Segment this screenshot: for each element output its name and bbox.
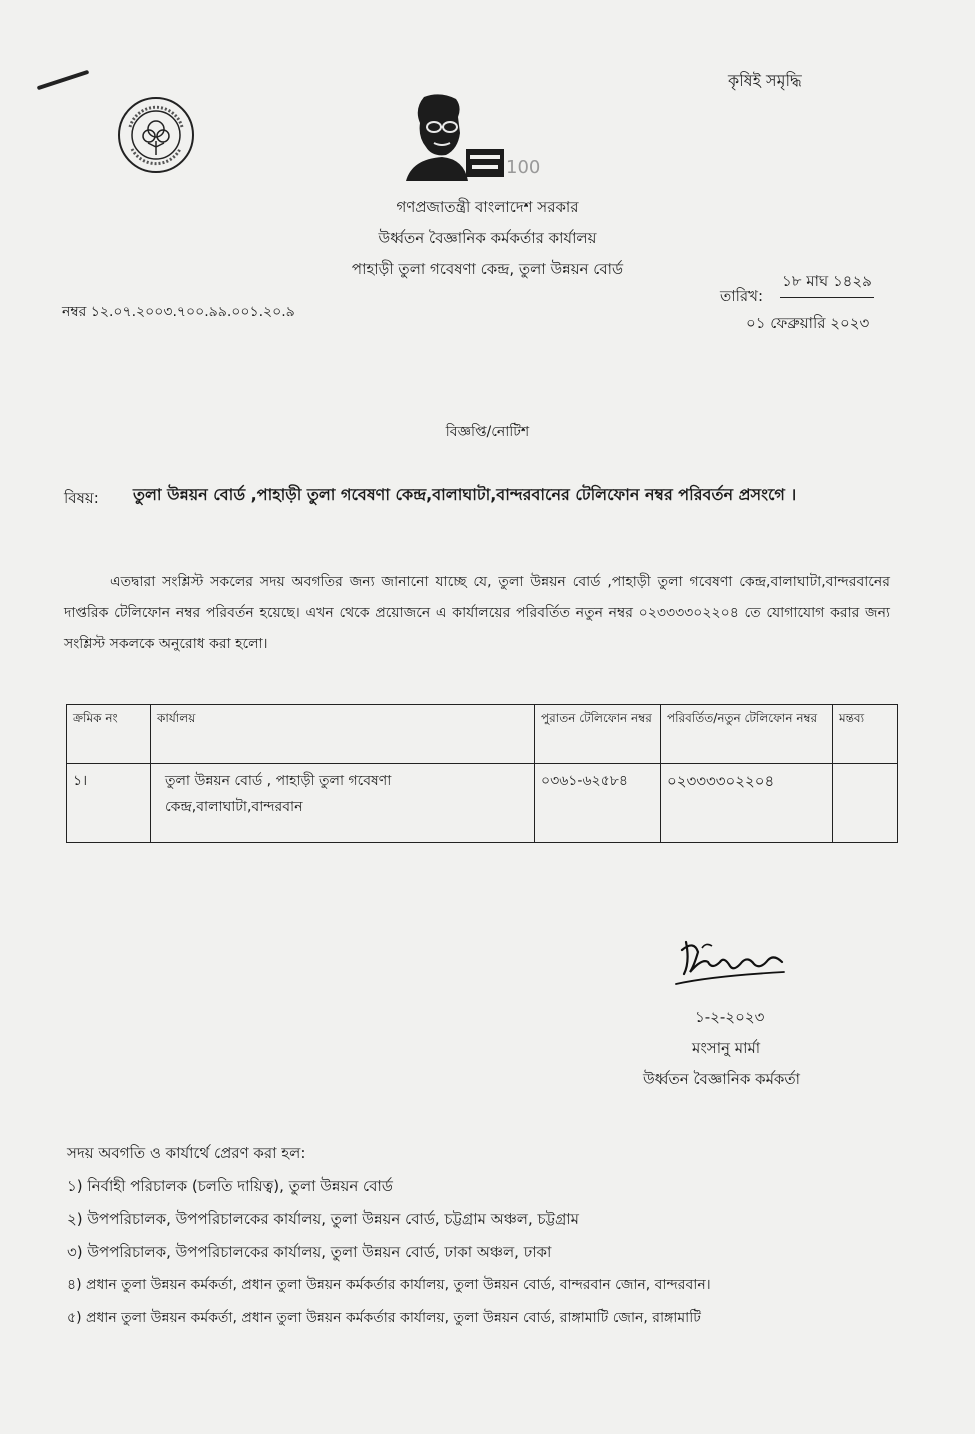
pen-mark [37, 70, 90, 90]
distribution-list [67, 1170, 711, 1335]
distribution-heading: সদয় অবগতি ও কার্যার্থে প্রেরণ করা হল: [67, 1144, 306, 1162]
col-office: কার্যালয় [151, 705, 535, 764]
list-item: ৩) উপপরিচালক, উপপরিচালকের কার্যালয়, তুলা উন্নয়ন বোর্ড, ঢাকা অঞ্চল, ঢাকা [67, 1243, 552, 1261]
signatory-name: মংসানু মার্মা [692, 1039, 761, 1057]
cell-serial: ১। [67, 764, 151, 843]
table-header-row [67, 705, 898, 764]
header-govt: গণপ্রজাতন্ত্রী বাংলাদেশ সরকার [396, 198, 579, 216]
date-bengali: ১৮ মাঘ ১৪২৯ [780, 270, 874, 298]
signature-scribble [672, 932, 792, 992]
col-new-phone: পরিবর্তিত/নতুন টেলিফোন নম্বর [661, 705, 833, 764]
signatory-designation: উর্ধ্বতন বৈজ্ঞানিক কর্মকর্তা [643, 1070, 801, 1088]
notice-title: বিজ্ঞপ্তি/নোটিশ [445, 424, 530, 440]
list-item: ১) নির্বাহী পরিচালক (চলতি দায়িত্ব), তুলা উন্নয়ন বোর্ড [67, 1177, 393, 1195]
cell-old-phone: ০৩৬১-৬২৫৮৪ [535, 764, 661, 843]
mujib-centenary-logo [402, 93, 541, 181]
table-row [67, 764, 898, 843]
cell-office: তুলা উন্নয়ন বোর্ড , পাহাড়ী তুলা গবেষণা কেন্দ্র,বালাঘাটা,বান্দরবান [151, 764, 535, 843]
cell-new-phone: ০২৩৩৩৩০২২০৪ [661, 764, 833, 843]
signature-date: ১-২-২০২৩ [695, 1008, 765, 1026]
list-item: ৪) প্রধান তুলা উন্নয়ন কর্মকর্তা, প্রধান তুলা উন্নয়ন কর্মকর্তার কার্যালয়, তুলা উন্নয়ন বোর্ড, বান্দরবান জোন, বান্দরবান। [67, 1277, 711, 1293]
col-remarks: মন্তব্য [833, 705, 898, 764]
header-centre: পাহাড়ী তুলা গবেষণা কেন্দ্র, তুলা উন্নয়ন বোর্ড [351, 260, 624, 278]
notice-body: এতদ্বারা সংশ্লিস্ট সকলের সদয় অবগতির জন্য জানানো যাচ্ছে যে, তুলা উন্নয়ন বোর্ড ,পাহাড়ী তুলা গবেষণা কেন্দ্র,বালাঘাটা,বান্দরবানের দাপ্তরিক টেলিফোন নম্বর পরিবর্তন হয়েছে। এখন থেকে প্রয়োজনে এ কার্যালয়ের পরিবর্তিত নতুন নম্বর ০২৩৩৩৩০২২০৪ তে যোগাযোগ করার জন্য সংশ্লিস্ট সকলকে অনুরোধ করা হলো। [64, 574, 890, 652]
date-gregorian: ০১ ফেব্রুয়ারি ২০২৩ [746, 314, 870, 332]
date-label: তারিখ: [720, 287, 764, 305]
list-item: ৫) প্রধান তুলা উন্নয়ন কর্মকর্তা, প্রধান তুলা উন্নয়ন কর্মকর্তার কার্যালয়, তুলা উন্নয়ন বোর্ড, রাঙ্গামাটি জোন, রাঙ্গামাটি [67, 1310, 701, 1326]
subject-label: বিষয়: [64, 489, 99, 507]
cell-remarks [833, 764, 898, 843]
subject-text: তুলা উন্নয়ন বোর্ড ,পাহাড়ী তুলা গবেষণা কেন্দ্র,বালাঘাটা,বান্দরবানের টেলিফোন নম্বর পরিবর্তন প্রসংগে । [133, 485, 797, 504]
header-office: উর্ধ্বতন বৈজ্ঞানিক কর্মকর্তার কার্যালয় [378, 229, 597, 247]
list-item: ২) উপপরিচালক, উপপরিচালকের কার্যালয়, তুলা উন্নয়ন বোর্ড, চট্টগ্রাম অঞ্চল, চট্টগ্রাম [67, 1210, 579, 1228]
phone-change-table [66, 704, 898, 843]
motto: কৃষিই সমৃদ্ধি [728, 71, 802, 90]
cotton-board-seal-logo [116, 95, 196, 175]
col-old-phone: পুরাতন টেলিফোন নম্বর [535, 705, 661, 764]
col-serial: ক্রমিক নং [67, 705, 151, 764]
svg-text:100: 100 [506, 157, 541, 178]
reference-number: নম্বর ১২.০৭.২০০৩.৭০০.৯৯.০০১.২০.৯ [62, 304, 295, 320]
